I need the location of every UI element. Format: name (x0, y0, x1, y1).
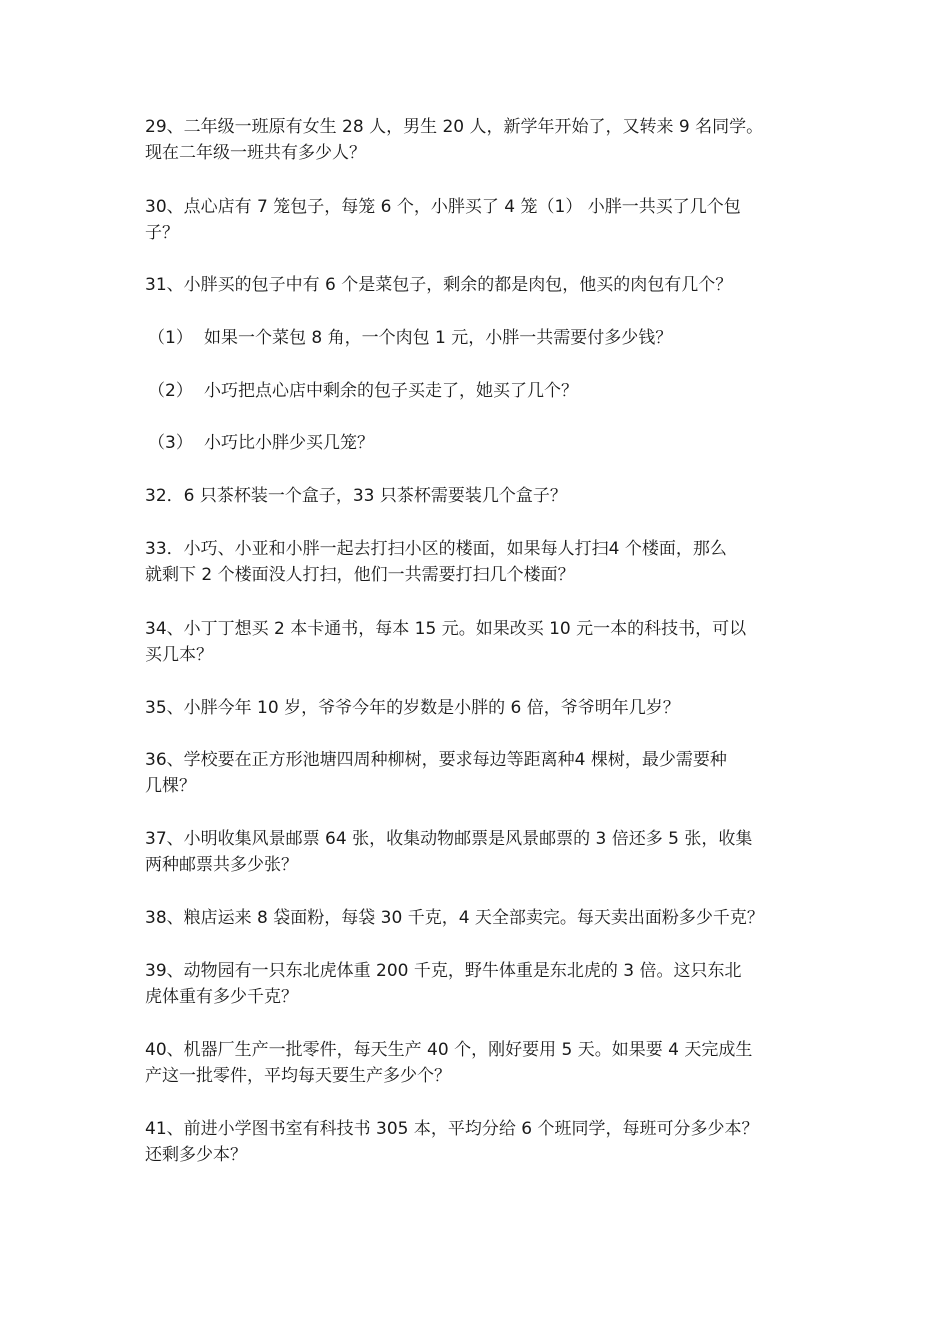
problem-38 (145, 905, 825, 931)
problem-30-line-2: 子？ (145, 223, 179, 243)
problem-37-line-2: 两种邮票共多少张？ (145, 855, 298, 875)
problem-35 (145, 695, 825, 721)
problem-37 (145, 826, 825, 878)
problem-41-line-2: 还剩多少本？ (145, 1145, 247, 1165)
problem-29-line-1: 29、二年级一班原有女生 28 人，男生 20 人，新学年开始了，又转来 9 名同学。 (145, 117, 764, 137)
subquestion-2-number: （2） (148, 381, 193, 401)
subquestion-1-text: 如果一个菜包 8 角，一个肉包 1 元，小胖一共需要付多少钱？ (204, 328, 673, 348)
problem-37-line-1: 37、小明收集风景邮票 64 张，收集动物邮票是风景邮票的 3 倍还多 5 张，收集 (145, 829, 753, 849)
problem-39-line-2: 虎体重有多少千克？ (145, 987, 298, 1007)
problem-39-line-1: 39、动物园有一只东北虎体重 200 千克，野牛体重是东北虎的 3 倍。这只东北 (145, 961, 742, 981)
problem-33-line-2: 就剩下 2 个楼面没人打扫，他们一共需要打扫几个楼面？ (145, 565, 575, 585)
problem-36-line-2: 几棵？ (145, 776, 196, 796)
problem-38-line-1: 38、粮店运来 8 袋面粉，每袋 30 千克，4 天全部卖完。每天卖出面粉多少千克？ (145, 908, 764, 928)
subquestion-1 (148, 325, 672, 351)
problem-40 (145, 1037, 825, 1089)
problem-29 (145, 114, 825, 166)
problem-34-line-2: 买几本？ (145, 645, 213, 665)
problem-36-line-1: 36、学校要在正方形池塘四周种柳树，要求每边等距离种4 棵树，最少需要种 (145, 750, 727, 770)
problem-30 (145, 194, 825, 246)
problem-30-line-1: 30、点心店有 7 笼包子，每笼 6 个，小胖买了 4 笼（1） 小胖一共买了几个包 (145, 197, 741, 217)
problem-33 (145, 536, 825, 588)
subquestion-2 (148, 378, 578, 404)
subquestion-1-number: （1） (148, 328, 193, 348)
problem-41-line-1: 41、前进小学图书室有科技书 305 本，平均分给 6 个班同学，每班可分多少本？ (145, 1119, 759, 1139)
problem-35-line-1: 35、小胖今年 10 岁，爷爷今年的岁数是小胖的 6 倍，爷爷明年几岁？ (145, 698, 680, 718)
problem-31 (145, 272, 825, 298)
problem-34-line-1: 34、小丁丁想买 2 本卡通书，每本 15 元。如果改买 10 元一本的科技书，可以 (145, 619, 747, 639)
problem-33-line-1: 33．小巧、小亚和小胖一起去打扫小区的楼面，如果每人打扫4 个楼面，那么 (145, 539, 727, 559)
subquestion-3 (148, 430, 374, 456)
problem-41 (145, 1116, 825, 1168)
problem-34 (145, 616, 825, 668)
problem-29-line-2: 现在二年级一班共有多少人？ (145, 143, 366, 163)
problem-32-line-1: 32．6 只茶杯装一个盒子，33 只茶杯需要装几个盒子？ (145, 486, 567, 506)
problem-39 (145, 958, 825, 1010)
problem-36 (145, 747, 825, 799)
problem-32 (145, 483, 825, 509)
problem-40-line-2: 产这一批零件，平均每天要生产多少个？ (145, 1066, 451, 1086)
subquestion-3-number: （3） (148, 433, 193, 453)
subquestion-2-text: 小巧把点心店中剩余的包子买走了，她买了几个？ (204, 381, 578, 401)
subquestion-3-text: 小巧比小胖少买几笼？ (204, 433, 374, 453)
problem-31-line-1: 31、小胖买的包子中有 6 个是菜包子，剩余的都是肉包，他买的肉包有几个？ (145, 275, 733, 295)
problem-40-line-1: 40、机器厂生产一批零件，每天生产 40 个，刚好要用 5 天。如果要 4 天完成生 (145, 1040, 753, 1060)
